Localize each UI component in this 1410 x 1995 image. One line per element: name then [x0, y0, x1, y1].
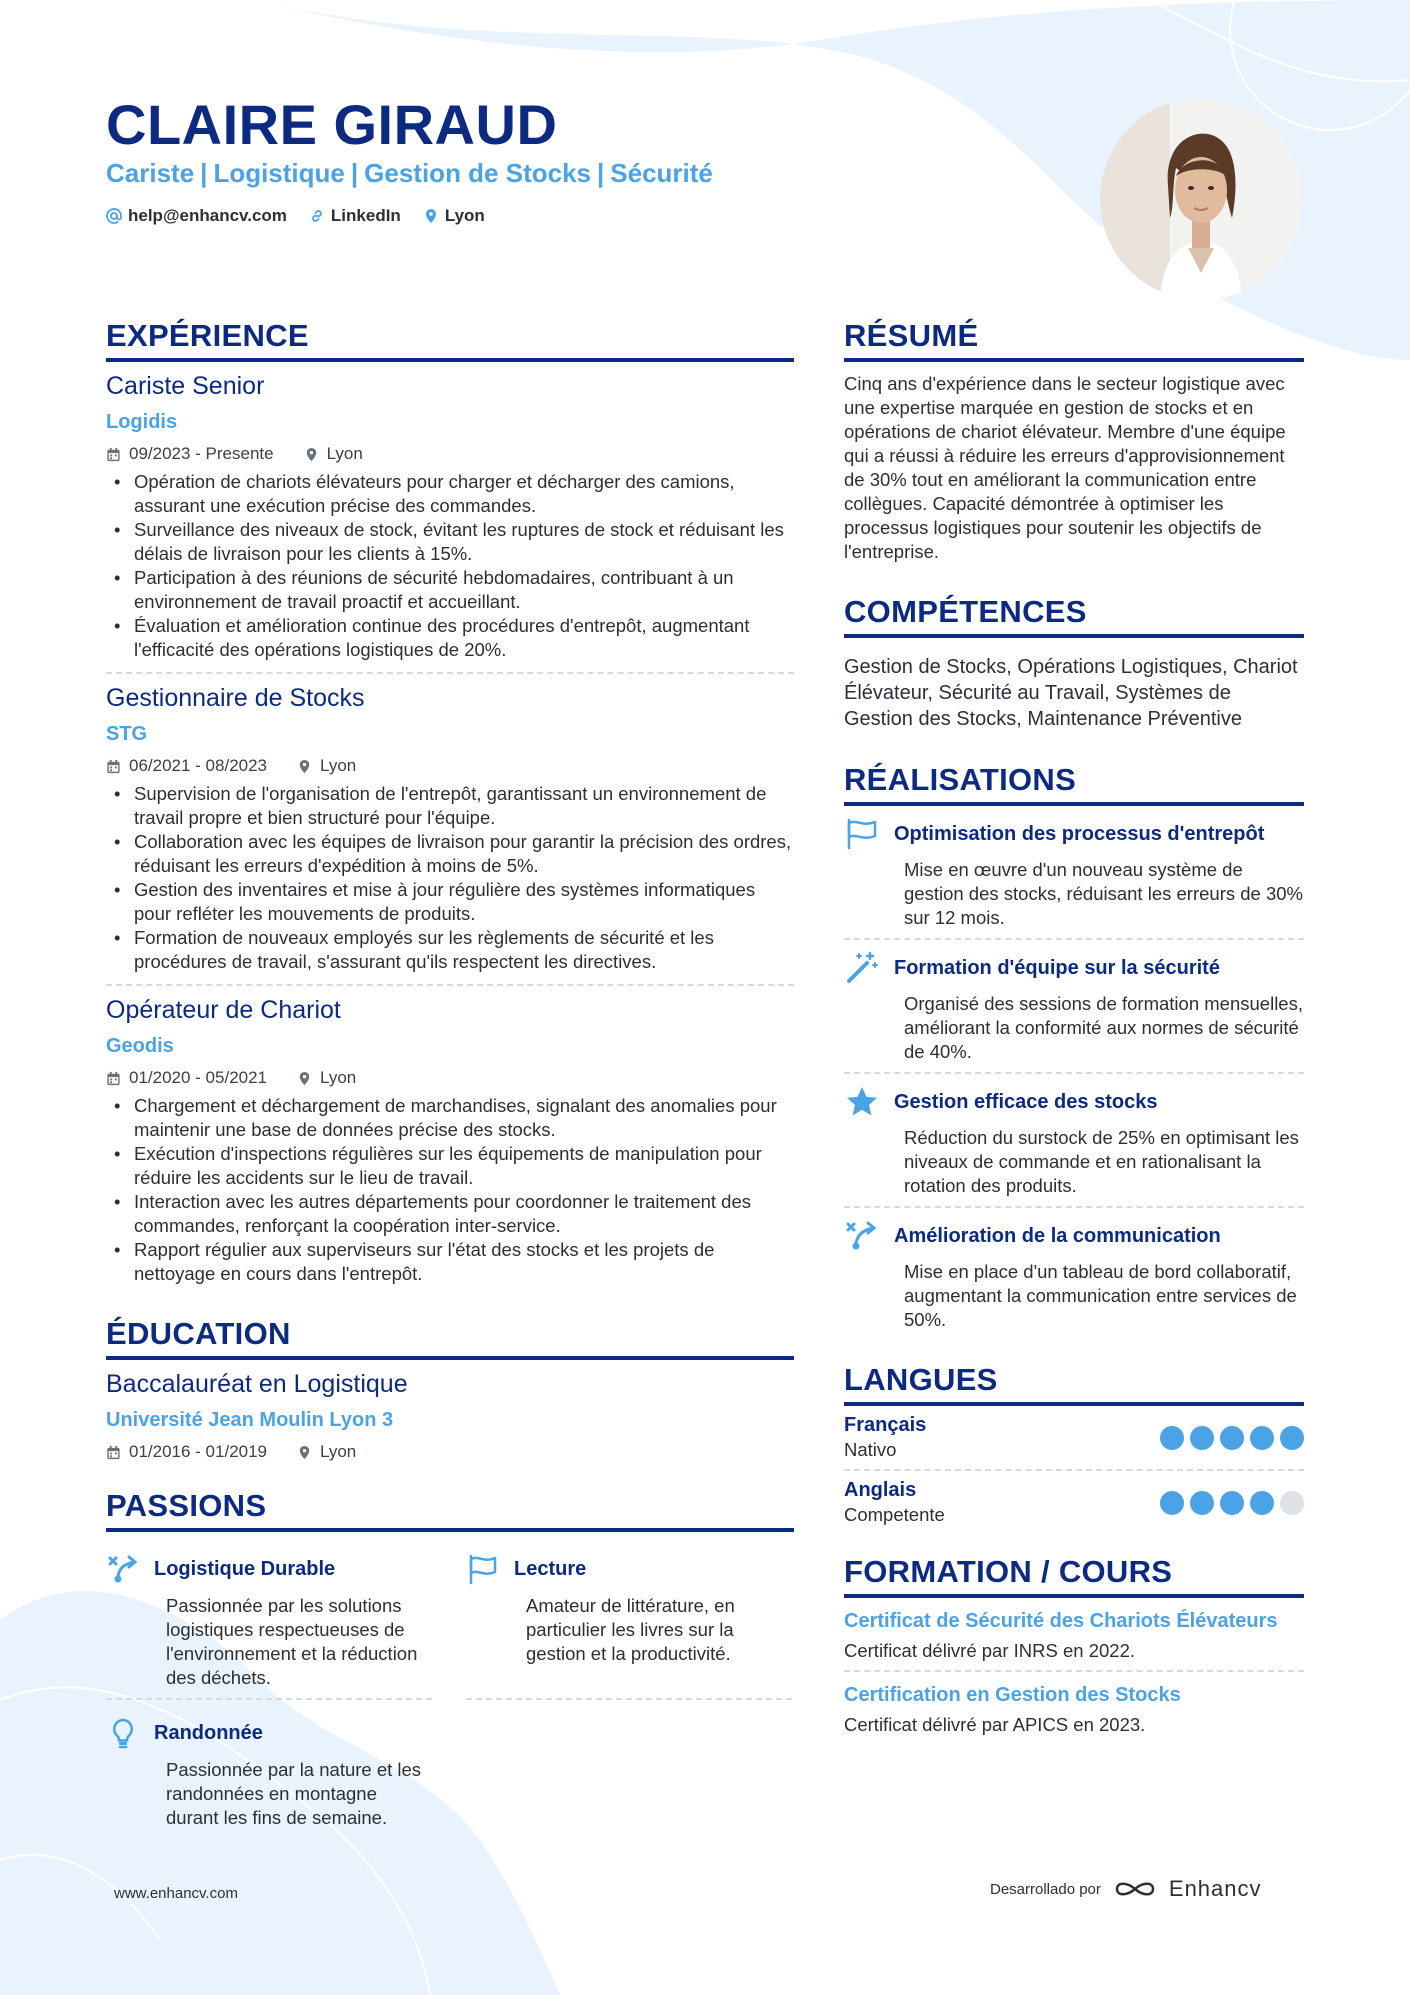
course-description: Certificat délivré par APICS en 2023.	[844, 1714, 1146, 1735]
headline-separator: |	[597, 158, 605, 188]
achievement-header	[844, 1218, 1304, 1254]
achievement-header	[844, 1084, 1304, 1120]
language-level: Competente	[844, 1504, 945, 1525]
job-bullets	[106, 470, 794, 662]
linkedin-contact[interactable]	[309, 206, 401, 226]
linkedin-text: LinkedIn	[330, 206, 401, 225]
location-pin-icon	[297, 1445, 312, 1460]
bullet-item: • Gestion des inventaires et mise à jour régulière des systèmes informatiques pour refléter les mouvements de produits.	[106, 878, 794, 926]
language-info	[844, 1414, 926, 1461]
lightbulb-icon	[106, 1716, 140, 1750]
achievement-description: Mise en place d'un tableau de bord collaboratif, augmentant la communication entre services de 50%.	[904, 1261, 1297, 1330]
achievement-title: Optimisation des processus d'entrepôt	[894, 822, 1265, 845]
education-dates-text: 01/2016 - 01/2019	[129, 1442, 268, 1461]
passion-header	[466, 1552, 792, 1586]
education-meta	[106, 1442, 794, 1462]
achievement-description: Réduction du surstock de 25% en optimisant les niveaux de commande et en rationalisant la rotation des produits.	[904, 1127, 1299, 1196]
job-location-text: Lyon	[320, 1068, 357, 1087]
route-icon	[106, 1552, 140, 1586]
bullet-item: • Évaluation et amélioration continue des procédures d'entrepôt, augmentant l'efficacité des opérations logistiques de 20%.	[106, 614, 794, 662]
rating-dot-filled	[1220, 1426, 1244, 1450]
job-entry	[106, 362, 794, 674]
profile-portrait	[1100, 98, 1302, 300]
job-dates-text: 01/2020 - 05/2021	[129, 1068, 268, 1087]
headline-separator: |	[350, 158, 359, 188]
rating-dot-empty	[1280, 1491, 1304, 1515]
degree-title: Baccalauréat en Logistique	[106, 1370, 408, 1398]
job-title: Opérateur de Chariot	[106, 996, 341, 1024]
job-title: Gestionnaire de Stocks	[106, 684, 365, 712]
job-location-text: Lyon	[326, 444, 363, 463]
job-dates-text: 09/2023 - Presente	[129, 444, 274, 463]
achievement-header	[844, 816, 1304, 852]
calendar-icon	[106, 447, 121, 462]
course-description: Certificat délivré par INRS en 2022.	[844, 1640, 1135, 1661]
education-section	[106, 1316, 794, 1466]
headline-part: Sécurité	[610, 158, 713, 188]
courses-heading: FORMATION / COURS	[844, 1554, 1304, 1598]
rating-dot-filled	[1160, 1426, 1184, 1450]
education-heading: ÉDUCATION	[106, 1316, 794, 1360]
achievements-section	[844, 762, 1304, 1340]
course-title: Certification en Gestion des Stocks	[844, 1684, 1181, 1706]
job-meta	[106, 444, 794, 464]
language-rating	[1160, 1491, 1304, 1515]
calendar-icon	[106, 1071, 121, 1086]
passion-name: Logistique Durable	[154, 1557, 336, 1580]
bullet-item: • Surveillance des niveaux de stock, évitant les ruptures de stock et réduisant les délais de livraison pour les clients à 15%.	[106, 518, 794, 566]
summary-text: Cinq ans d'expérience dans le secteur logistique avec une expertise marquée en gestion de stocks et en opérations de chariot élévateur. Membre d'une équipe qui a réussi à réduire les erreurs d'approvisionnement de 30% tout en améliorant la communication entre collègues. Capacité démontrée à optimiser les processus logistiques pour soutenir les objectifs de l'entreprise.	[844, 373, 1286, 562]
summary-heading: RÉSUMÉ	[844, 318, 1304, 362]
enhancv-logo-icon	[1113, 1877, 1157, 1901]
location-contact	[423, 206, 485, 226]
achievement-title: Gestion efficace des stocks	[894, 1090, 1158, 1113]
powered-by-text: Desarrollado por	[990, 1880, 1101, 1898]
job-dates	[106, 444, 274, 464]
job-location	[304, 444, 363, 464]
company-name: STG	[106, 723, 148, 745]
bullet-item: • Supervision de l'organisation de l'entrepôt, garantissant un environnement de travail propre et bien structuré pour l'équipe.	[106, 782, 794, 830]
summary-section	[844, 318, 1304, 564]
language-item	[844, 1471, 1304, 1534]
achievement-item	[844, 940, 1304, 1074]
rating-dot-filled	[1190, 1491, 1214, 1515]
achievement-title: Formation d'équipe sur la sécurité	[894, 956, 1220, 979]
skills-heading: COMPÉTENCES	[844, 594, 1304, 638]
passions-grid	[106, 1546, 794, 1838]
course-item	[844, 1672, 1304, 1744]
achievement-item	[844, 806, 1304, 940]
language-rating	[1160, 1426, 1304, 1450]
email-text: help@enhancv.com	[128, 206, 287, 225]
passions-heading: PASSIONS	[106, 1488, 794, 1532]
job-meta	[106, 1068, 794, 1088]
job-bullets	[106, 1094, 794, 1286]
right-column	[844, 318, 1304, 1744]
company-name: Logidis	[106, 411, 178, 433]
education-location-text: Lyon	[320, 1442, 357, 1461]
location-pin-icon	[297, 1071, 312, 1086]
passions-section	[106, 1488, 794, 1838]
headline-part: Logistique	[213, 158, 345, 188]
passion-item	[106, 1546, 432, 1700]
at-icon	[106, 208, 122, 224]
language-item	[844, 1406, 1304, 1471]
education-dates	[106, 1442, 267, 1462]
bullet-item: • Rapport régulier aux superviseurs sur l'état des stocks et les projets de nettoyage en cours dans l'entrepôt.	[106, 1238, 794, 1286]
route-icon	[844, 1218, 880, 1254]
achievement-header	[844, 950, 1304, 986]
bullet-item: • Opération de chariots élévateurs pour charger et décharger des camions, assurant une exécution précise des commandes.	[106, 470, 794, 518]
courses-section	[844, 1554, 1304, 1744]
footer-branding	[990, 1876, 1262, 1902]
rating-dot-filled	[1160, 1491, 1184, 1515]
passion-description: Passionnée par les solutions logistiques respectueuses de l'environnement et la réduction des déchets.	[166, 1595, 418, 1688]
contact-info	[106, 206, 485, 226]
calendar-icon	[106, 1445, 121, 1460]
job-location-text: Lyon	[320, 756, 357, 775]
job-dates	[106, 756, 267, 776]
star-icon	[844, 1084, 880, 1120]
language-info	[844, 1479, 945, 1526]
magic-wand-icon	[844, 950, 880, 986]
experience-heading: EXPÉRIENCE	[106, 318, 794, 362]
job-dates-text: 06/2021 - 08/2023	[129, 756, 268, 775]
job-location	[297, 756, 356, 776]
skills-text: Gestion de Stocks, Opérations Logistiques, Chariot Élévateur, Sécurité au Travail, Systèmes de Gestion des Stocks, Maintenance Préventive	[844, 656, 1298, 730]
course-item	[844, 1598, 1304, 1672]
job-dates	[106, 1068, 267, 1088]
left-column	[106, 318, 794, 1838]
rating-dot-filled	[1280, 1426, 1304, 1450]
headline-separator: |	[200, 158, 208, 188]
bullet-item: • Participation à des réunions de sécurité hebdomadaires, contribuant à un environnement de travail proactif et accueillant.	[106, 566, 794, 614]
passion-description: Amateur de littérature, en particulier les livres sur la gestion et la productivité.	[526, 1595, 735, 1664]
flag-icon	[466, 1552, 500, 1586]
footer-website[interactable]: www.enhancv.com	[114, 1885, 238, 1902]
achievement-description: Mise en œuvre d'un nouveau système de gestion des stocks, réduisant les erreurs de 30% sur 12 mois.	[904, 859, 1303, 928]
location-pin-icon	[304, 447, 319, 462]
course-title: Certificat de Sécurité des Chariots Élévateurs	[844, 1610, 1278, 1632]
achievement-description: Organisé des sessions de formation mensuelles, améliorant la conformité aux normes de sécurité de 40%.	[904, 993, 1303, 1062]
brand-name: Enhancv	[1168, 1876, 1262, 1901]
bullet-item: • Formation de nouveaux employés sur les règlements de sécurité et les procédures de travail, s'assurant qu'ils respectent les directives.	[106, 926, 794, 974]
passion-name: Lecture	[514, 1557, 587, 1580]
experience-section	[106, 318, 794, 1296]
job-entry	[106, 986, 794, 1296]
flag-icon	[844, 816, 880, 852]
rating-dot-filled	[1250, 1491, 1274, 1515]
job-location	[297, 1068, 356, 1088]
headline	[106, 158, 713, 189]
achievement-item	[844, 1074, 1304, 1208]
passion-name: Randonnée	[154, 1721, 263, 1744]
bullet-item: • Collaboration avec les équipes de livraison pour garantir la précision des ordres, réduisant les erreurs d'expédition à moins de 5%.	[106, 830, 794, 878]
passion-header	[106, 1552, 432, 1586]
candidate-name: CLAIRE GIRAUD	[106, 93, 558, 156]
passion-header	[106, 1716, 432, 1750]
skills-section	[844, 594, 1304, 732]
bullet-item: • Interaction avec les autres départements pour coordonner le traitement des commandes, renforçant la coopération inter-service.	[106, 1190, 794, 1238]
education-location	[297, 1442, 356, 1462]
job-entry	[106, 674, 794, 986]
headline-part: Gestion de Stocks	[364, 158, 591, 188]
passion-item	[106, 1710, 432, 1838]
link-icon	[309, 208, 325, 224]
achievements-heading: RÉALISATIONS	[844, 762, 1304, 806]
achievement-title: Amélioration de la communication	[894, 1224, 1221, 1247]
job-meta	[106, 756, 794, 776]
language-level: Nativo	[844, 1439, 897, 1460]
language-name: Français	[844, 1414, 927, 1436]
job-bullets	[106, 782, 794, 974]
company-name: Geodis	[106, 1035, 174, 1057]
passion-item	[466, 1546, 792, 1700]
profile-photo	[1100, 98, 1302, 300]
location-text: Lyon	[444, 206, 485, 225]
language-name: Anglais	[844, 1479, 917, 1501]
location-pin-icon	[297, 759, 312, 774]
school-name: Université Jean Moulin Lyon 3	[106, 1409, 394, 1431]
passion-description: Passionnée par la nature et les randonnées en montagne durant les fins de semaine.	[166, 1759, 422, 1828]
rating-dot-filled	[1190, 1426, 1214, 1450]
email-contact[interactable]	[106, 206, 287, 226]
education-entry	[106, 1360, 794, 1466]
location-pin-icon	[423, 208, 439, 224]
bullet-item: • Exécution d'inspections régulières sur les équipements de manipulation pour réduire les accidents sur le lieu de travail.	[106, 1142, 794, 1190]
languages-section	[844, 1362, 1304, 1534]
rating-dot-filled	[1220, 1491, 1244, 1515]
job-title: Cariste Senior	[106, 372, 265, 400]
languages-heading: LANGUES	[844, 1362, 1304, 1406]
bullet-item: • Chargement et déchargement de marchandises, signalant des anomalies pour maintenir une base de données précise des stocks.	[106, 1094, 794, 1142]
rating-dot-filled	[1250, 1426, 1274, 1450]
achievement-item	[844, 1208, 1304, 1340]
headline-part: Cariste	[106, 158, 195, 188]
calendar-icon	[106, 759, 121, 774]
